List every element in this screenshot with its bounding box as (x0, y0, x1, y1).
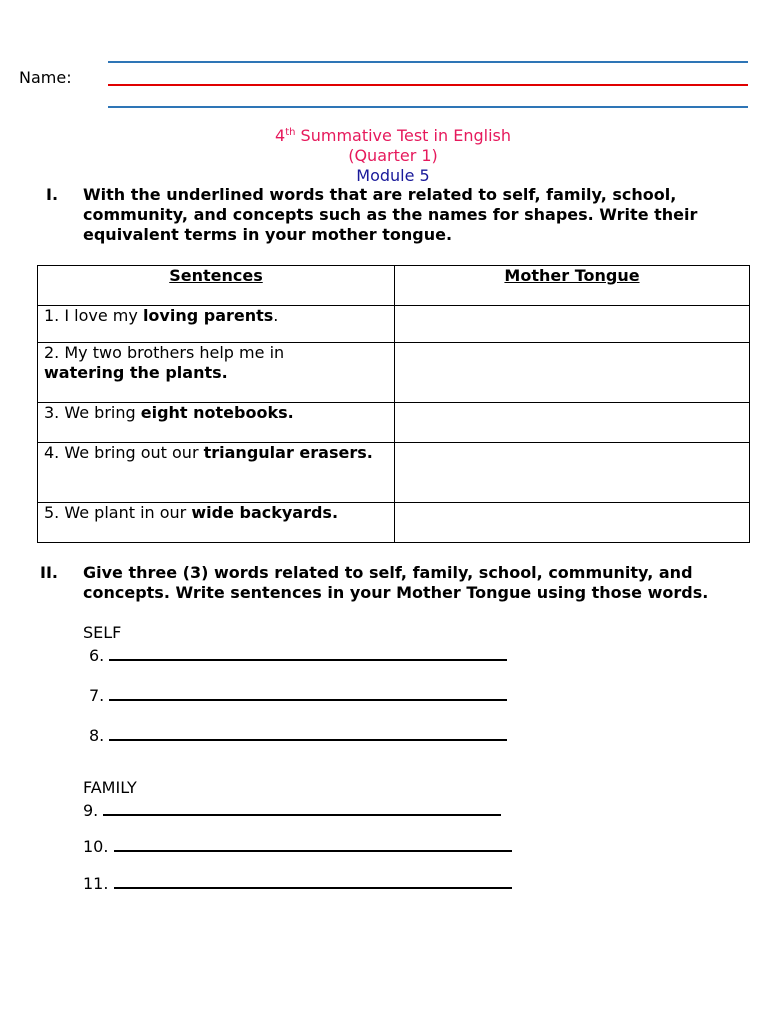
answer-item (83, 871, 512, 894)
name-label: Name: (19, 68, 72, 87)
table-row (38, 306, 750, 343)
table-row (38, 343, 750, 403)
answer-blank[interactable] (103, 798, 501, 816)
target-words: eight notebooks. (140, 403, 294, 422)
item-number: 8. (89, 726, 105, 745)
answer-blank[interactable] (109, 643, 507, 661)
sentence-cell (38, 503, 395, 543)
target-words: loving parents (142, 306, 274, 325)
name-line-bottom[interactable] (108, 106, 748, 108)
col-header-mother-tongue: Mother Tongue (395, 266, 750, 306)
part2-instruction: Give three (3) words related to self, family, school, community, and concepts. Write sentences in your Mother Tongue using those words. (83, 563, 709, 602)
answer-cell[interactable] (395, 443, 750, 503)
answer-cell[interactable] (395, 343, 750, 403)
answer-item (89, 723, 507, 746)
target-words: wide backyards. (191, 503, 339, 522)
part1-number: I. (46, 185, 59, 204)
sentence-text: 4. We bring out our (44, 443, 204, 462)
table-row (38, 503, 750, 543)
sentence-cell (38, 343, 395, 403)
item-number: 6. (89, 646, 105, 665)
table-row (38, 403, 750, 443)
answer-item (89, 643, 507, 666)
sentence-cell (38, 306, 395, 343)
family-label: FAMILY (83, 778, 137, 797)
answer-cell[interactable] (395, 403, 750, 443)
answer-cell[interactable] (395, 306, 750, 343)
sentence-text: 5. We plant in our (44, 503, 192, 522)
answer-table (37, 265, 750, 543)
answer-item (83, 798, 501, 821)
target-words: watering the plants. (44, 363, 228, 382)
name-line-top[interactable] (108, 61, 748, 63)
title-text: Summative Test in English (295, 126, 511, 145)
sentence-cell (38, 403, 395, 443)
test-title (0, 126, 768, 146)
answer-blank[interactable] (109, 683, 507, 701)
item-number: 10. (83, 837, 109, 856)
quarter-label: (Quarter 1) (348, 146, 438, 165)
part2-number: II. (40, 563, 58, 582)
sentence-text: 1. I love my (44, 306, 143, 325)
title-superscript: th (285, 127, 296, 138)
table-row (38, 443, 750, 503)
module-label: Module 5 (356, 166, 430, 185)
table-header-row (38, 266, 750, 306)
answer-cell[interactable] (395, 503, 750, 543)
title-number: 4 (275, 126, 286, 145)
item-number: 9. (83, 801, 99, 820)
sentence-cell (38, 443, 395, 503)
answer-item (89, 683, 507, 706)
sentence-suffix: . (273, 306, 279, 325)
sentence-text: 2. My two brothers help me in (44, 343, 285, 362)
answer-item (83, 834, 512, 857)
item-number: 7. (89, 686, 105, 705)
answer-blank[interactable] (114, 871, 512, 889)
item-number: 11. (83, 874, 109, 893)
part1-instruction: With the underlined words that are related to self, family, school, community, and concepts such as the names for shapes. Write their equivalent terms in your mother tongue. (83, 185, 698, 244)
answer-blank[interactable] (114, 834, 512, 852)
name-line-middle[interactable] (108, 84, 748, 86)
target-words: triangular erasers. (203, 443, 373, 462)
self-label: SELF (83, 623, 122, 642)
sentence-text: 3. We bring (44, 403, 141, 422)
col-header-sentences: Sentences (38, 266, 395, 306)
answer-blank[interactable] (109, 723, 507, 741)
